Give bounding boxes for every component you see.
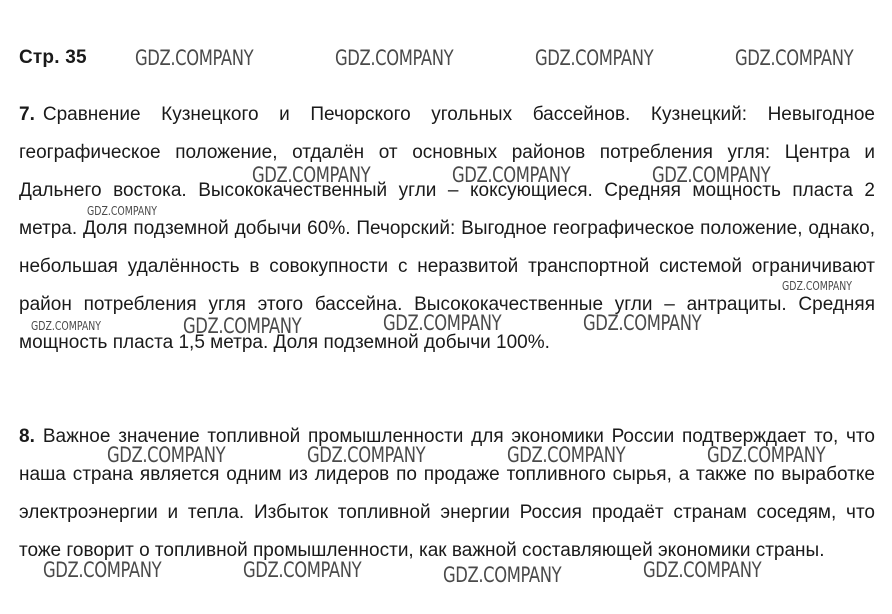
watermark: GDZ.COMPANY <box>183 314 302 338</box>
paragraph-text: Важное значение топливной промышленности для экономики России подтверждает то, что наша страна является одним из лидеров по продаже топливного сырья, а также по выработке электроэнергии и тепла. Избыток топливной энергии Россия продаёт странам соседям, что тоже говорит о топливной промышленности, как важной составляющей экономики страны. <box>19 426 875 561</box>
watermark: GDZ.COMPANY <box>507 443 626 467</box>
paragraph-8 <box>19 418 875 570</box>
watermark: GDZ.COMPANY <box>443 563 562 587</box>
watermark: GDZ.COMPANY <box>43 558 162 582</box>
watermark: GDZ.COMPANY <box>87 204 158 218</box>
watermark: GDZ.COMPANY <box>735 46 854 70</box>
paragraph-7 <box>19 96 875 362</box>
watermark: GDZ.COMPANY <box>707 443 826 467</box>
paragraph-number: 8. <box>19 426 35 447</box>
watermark: GDZ.COMPANY <box>243 558 362 582</box>
watermark: GDZ.COMPANY <box>135 46 254 70</box>
watermark: GDZ.COMPANY <box>535 46 654 70</box>
watermark: GDZ.COMPANY <box>782 279 853 293</box>
watermark: GDZ.COMPANY <box>307 443 426 467</box>
watermark: GDZ.COMPANY <box>252 163 371 187</box>
watermark: GDZ.COMPANY <box>383 311 502 335</box>
watermark: GDZ.COMPANY <box>31 319 102 333</box>
watermark: GDZ.COMPANY <box>452 163 571 187</box>
page-title: Стр. 35 <box>19 47 87 68</box>
watermark: GDZ.COMPANY <box>583 311 702 335</box>
watermark: GDZ.COMPANY <box>335 46 454 70</box>
paragraph-text: Сравнение Кузнецкого и Печорского угольных бассейнов. Кузнецкий: Невыгодное географическое положение, отдалён от основных районов потребления угля: Центра и Дальнего востока. Высококачественный угли – коксующиеся. Средняя мощность пласта 2 метра. Доля подземной добычи 60%. Печорский: Выгодное географическое положение, однако, небольшая удалённость в совокупности с неразвитой транспортной системой ограничивают район потребления угля этого бассейна. Высококачественные угли – антрациты. Средняя мощность пласта 1,5 метра. Доля подземной добычи 100%. <box>19 104 875 353</box>
watermark: GDZ.COMPANY <box>643 558 762 582</box>
watermark: GDZ.COMPANY <box>652 163 771 187</box>
paragraph-number: 7. <box>19 104 35 125</box>
watermark: GDZ.COMPANY <box>107 443 226 467</box>
